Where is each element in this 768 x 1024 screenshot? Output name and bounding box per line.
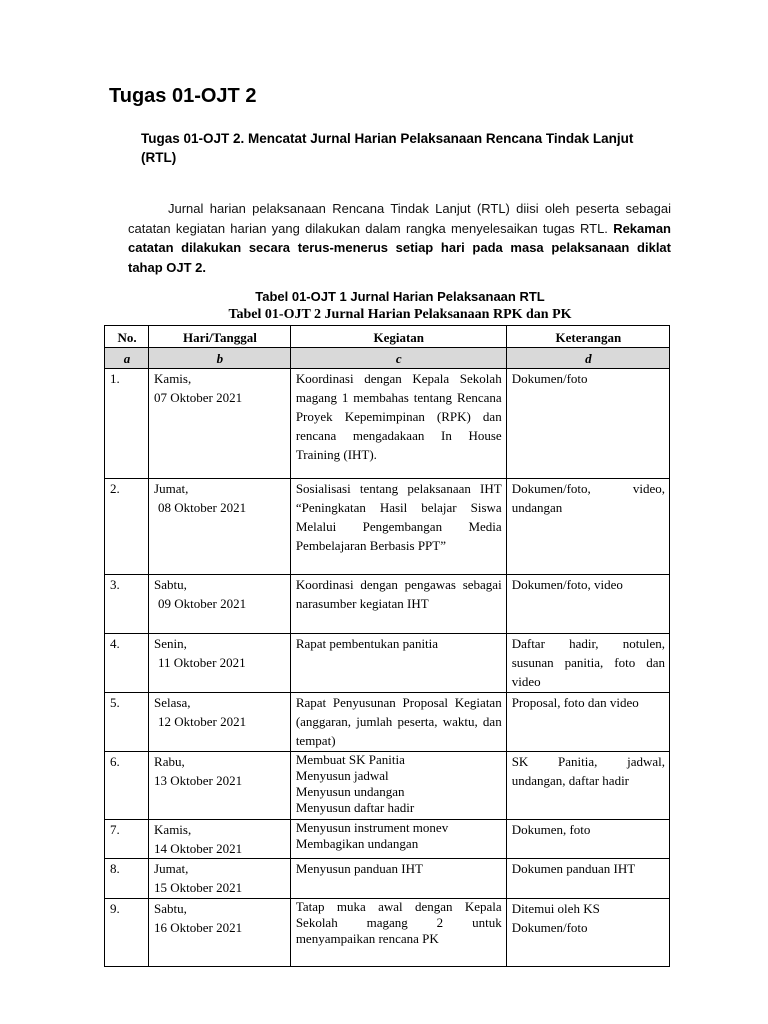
task-heading: Tugas 01-OJT 2. Mencatat Jurnal Harian Pelaksanaan Rencana Tindak Lanjut (RTL): [141, 131, 634, 165]
row-activity: [290, 693, 506, 752]
activity-line: Rapat Penyusunan Proposal Kegiatan (anggaran, jumlah peserta, waktu, dan tempat): [295, 695, 502, 748]
intro-bold-text: Rekaman catatan dilakukan secara terus-menerus setiap hari pada masa pelaksanaan diklat tahap OJT 2.: [128, 220, 671, 275]
row-number: 7.: [105, 820, 149, 859]
header-notes: Keterangan: [506, 326, 669, 348]
row-day: Sabtu,: [154, 577, 187, 592]
activity-line: Tatap muka awal dengan Kepala Sekolah magang 2 untuk menyampaikan rencana PK: [295, 899, 502, 946]
header-day-date: Hari/Tanggal: [149, 326, 291, 348]
table-row: [105, 899, 670, 967]
row-number: 2.: [105, 479, 149, 575]
table-row: [105, 369, 670, 479]
table-letter-row: [105, 348, 670, 369]
row-number: 6.: [105, 752, 149, 820]
row-day-date: [149, 859, 291, 899]
note-line: Dokumen/foto, video, undangan: [511, 481, 665, 515]
note-line: Daftar hadir, notulen, susunan panitia, foto dan video: [511, 636, 665, 689]
row-day-date: [149, 575, 291, 634]
row-date: 15 Oktober 2021: [154, 880, 243, 895]
table-row: [105, 859, 670, 899]
table-caption-2: Tabel 01-OJT 2 Jurnal Harian Pelaksanaan RPK dan PK: [228, 307, 572, 322]
row-date: 16 Oktober 2021: [154, 920, 243, 935]
row-day: Rabu,: [154, 754, 185, 769]
row-date: 11 Oktober 2021: [158, 655, 246, 670]
activity-line: Koordinasi dengan pengawas sebagai narasumber kegiatan IHT: [295, 577, 502, 611]
activity-line: Menyusun jadwal: [295, 768, 389, 783]
table-row: [105, 693, 670, 752]
row-activity: [290, 752, 506, 820]
table-caption-1: Tabel 01-OJT 1 Jurnal Harian Pelaksanaan RTL: [255, 289, 545, 304]
note-line: Ditemui oleh KS: [511, 901, 600, 916]
activity-line: Rapat pembentukan panitia: [295, 636, 439, 651]
row-day-date: [149, 479, 291, 575]
row-number: 9.: [105, 899, 149, 967]
row-day: Kamis,: [154, 822, 192, 837]
activity-line: Menyusun daftar hadir: [295, 800, 415, 815]
intro-paragraph: [128, 199, 671, 277]
row-number: 3.: [105, 575, 149, 634]
row-number: 4.: [105, 634, 149, 693]
header-no: No.: [105, 326, 149, 348]
row-date: 14 Oktober 2021: [154, 841, 243, 856]
activity-line: Sosialisasi tentang pelaksanaan IHT “Peningkatan Hasil belajar Siswa Melalui Pengembangan Media Pembelajaran Berbasis PPT”: [295, 481, 502, 553]
row-activity: [290, 820, 506, 859]
row-note: [506, 693, 669, 752]
activity-line: Membuat SK Panitia: [295, 752, 405, 767]
table-row: [105, 634, 670, 693]
header-activity: Kegiatan: [290, 326, 506, 348]
row-date: 12 Oktober 2021: [158, 714, 247, 729]
row-date: 13 Oktober 2021: [154, 773, 243, 788]
row-number: 5.: [105, 693, 149, 752]
note-line: Dokumen, foto: [511, 822, 591, 837]
note-line: Proposal, foto dan video: [511, 695, 639, 710]
activity-line: Koordinasi dengan Kepala Sekolah magang 1 membahas tentang Rencana Proyek Kepemimpinan (RPK) dan rencana mengadakaan In House Training (IHT).: [295, 371, 502, 462]
table-row: [105, 575, 670, 634]
row-day: Jumat,: [154, 861, 189, 876]
row-note: [506, 859, 669, 899]
row-activity: [290, 634, 506, 693]
activity-line: Membagikan undangan: [295, 836, 419, 851]
letter-a: a: [105, 348, 149, 369]
row-day-date: [149, 634, 291, 693]
row-day: Sabtu,: [154, 901, 187, 916]
note-line: Dokumen/foto: [511, 920, 588, 935]
row-activity: [290, 479, 506, 575]
table-row: [105, 752, 670, 820]
row-number: 1.: [105, 369, 149, 479]
row-note: [506, 820, 669, 859]
activity-line: Menyusun undangan: [295, 784, 405, 799]
document-title: Tugas 01-OJT 2: [109, 85, 257, 107]
row-day: Senin,: [154, 636, 187, 651]
row-date: 09 Oktober 2021: [158, 596, 247, 611]
row-note: [506, 369, 669, 479]
row-day-date: [149, 752, 291, 820]
note-line: Dokumen/foto, video: [511, 577, 623, 592]
row-activity: [290, 369, 506, 479]
note-line: Dokumen panduan IHT: [511, 861, 636, 876]
row-activity: [290, 575, 506, 634]
activity-line: Menyusun instrument monev: [295, 820, 449, 835]
letter-c: c: [290, 348, 506, 369]
row-day-date: [149, 899, 291, 967]
row-note: [506, 752, 669, 820]
row-number: 8.: [105, 859, 149, 899]
row-date: 07 Oktober 2021: [154, 390, 243, 405]
journal-table: [104, 325, 670, 967]
note-line: SK Panitia, jadwal, undangan, daftar hadir: [511, 754, 665, 788]
row-day-date: [149, 693, 291, 752]
row-day: Jumat,: [154, 481, 189, 496]
table-row: [105, 820, 670, 859]
activity-line: Menyusun panduan IHT: [295, 861, 423, 876]
row-day-date: [149, 820, 291, 859]
table-row: [105, 479, 670, 575]
row-note: [506, 899, 669, 967]
row-day: Kamis,: [154, 371, 192, 386]
letter-b: b: [149, 348, 291, 369]
row-activity: [290, 859, 506, 899]
row-date: 08 Oktober 2021: [158, 500, 247, 515]
row-day: Selasa,: [154, 695, 191, 710]
row-note: [506, 634, 669, 693]
row-day-date: [149, 369, 291, 479]
table-header-row: [105, 326, 670, 348]
intro-text: Jurnal harian pelaksanaan Rencana Tindak Lanjut (RTL) diisi oleh peserta sebagai catatan kegiatan harian yang dilakukan dalam rangka menyelesaikan tugas RTL.: [128, 201, 671, 236]
row-note: [506, 575, 669, 634]
note-line: Dokumen/foto: [511, 371, 588, 386]
row-note: [506, 479, 669, 575]
letter-d: d: [506, 348, 669, 369]
row-activity: [290, 899, 506, 967]
